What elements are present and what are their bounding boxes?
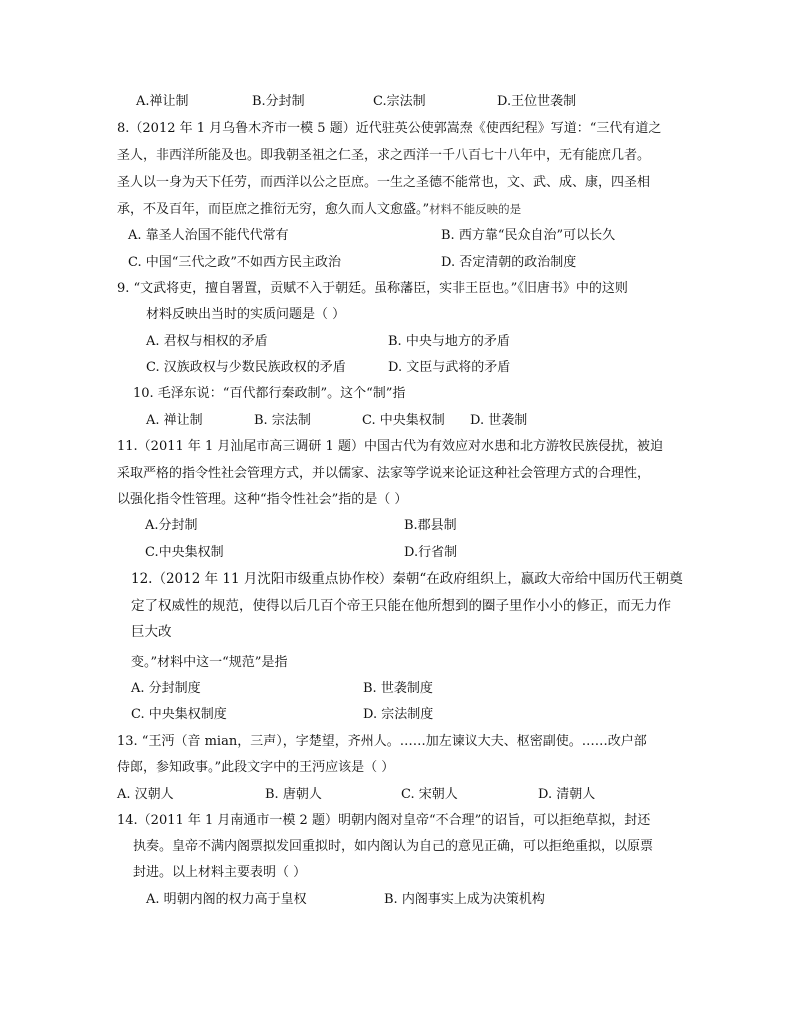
- q11-option-d: D.行省制: [404, 545, 458, 560]
- q7-option-d: D.王位世袭制: [497, 94, 577, 109]
- q12-stem-line2: 定了权威性的规范，使得以后几百个帝王只能在他所想到的圈子里作小小的修正，而无力作: [131, 598, 671, 614]
- q12-stem-line4: 变。”材料中这一“规范”是指: [131, 655, 288, 670]
- q13-option-c: C. 宋朝人: [401, 787, 458, 802]
- q8-option-d: D. 否定清朝的政治制度: [441, 255, 577, 270]
- q13-option-d: D. 清朝人: [538, 787, 596, 802]
- q11-stem-line1: 11.（2011 年 1 月汕尾市高三调研 1 题）中国古代为有效应对水患和北方游牧民族侵扰，被迫: [117, 439, 663, 454]
- q10-stem-line1: 10. 毛泽东说：“百代都行秦政制”。这个“制”指: [133, 386, 406, 401]
- q9-stem-line1: 9. “文武将吏，擅自署置，贡赋不入于朝廷。虽称藩臣，实非王臣也。”《旧唐书》中的这则: [117, 281, 628, 296]
- q12-option-d: D. 宗法制度: [363, 707, 434, 722]
- q12-option-b: B. 世袭制度: [363, 681, 433, 696]
- q13-stem-line1: 13. “王沔（音 mian，三声），字楚望，齐州人。……加左谏议大夫、枢密副使。……改户部: [117, 734, 647, 749]
- q12-stem-line1: 12.（2012 年 11 月沈阳市级重点协作校）秦朝“在政府组织上，嬴政大帝给中国历代王朝奠: [131, 571, 683, 587]
- q14-stem-line1: 14.（2011 年 1 月南通市一模 2 题）明朝内阁对皇帝“不合理”的诏旨，可以拒绝草拟，封还: [117, 813, 651, 828]
- q8-stem-line4: [117, 200, 521, 219]
- q8-stem-line1: 8.（2012 年 1 月乌鲁木齐市一模 5 题）近代驻英公使郭嵩焘《使西纪程》写道：“三代有道之: [117, 121, 662, 136]
- q10-option-d: D. 世袭制: [470, 413, 528, 428]
- q11-option-a: A.分封制: [145, 518, 198, 533]
- q8-stem-line4-quote: 承，不及百年，而臣庶之推衍无穷，愈久而人文愈盛。”: [117, 202, 430, 217]
- q11-option-b: B.郡县制: [404, 518, 457, 533]
- q13-option-a: A. 汉朝人: [117, 787, 174, 802]
- q14-option-b: B. 内阁事实上成为决策机构: [384, 892, 545, 907]
- q9-option-c: C. 汉族政权与少数民族政权的矛盾: [146, 360, 346, 375]
- q8-option-a: A. 靠圣人治国不能代代常有: [128, 228, 289, 243]
- q8-question: 材料不能反映的是: [429, 202, 522, 216]
- q14-option-a: A. 明朝内阁的权力高于皇权: [146, 892, 307, 907]
- q7-option-a: A.禅让制: [136, 94, 189, 109]
- q10-option-c: C. 中央集权制: [362, 413, 445, 428]
- q9-option-b: B. 中央与地方的矛盾: [388, 334, 510, 349]
- q9-stem-line2: 材料反映出当时的实质问题是（ ）: [146, 307, 346, 322]
- q8-option-b: B. 西方靠“民众自治”可以长久: [441, 228, 616, 243]
- q14-stem-line3: 封进。以上材料主要表明（ ）: [133, 865, 307, 880]
- q10-option-b: B. 宗法制: [254, 413, 311, 428]
- q9-option-a: A. 君权与相权的矛盾: [146, 334, 268, 349]
- q7-option-c: C.宗法制: [373, 94, 426, 109]
- q11-option-c: C.中央集权制: [145, 545, 224, 560]
- q12-option-c: C. 中央集权制度: [131, 707, 227, 722]
- q7-option-b: B.分封制: [252, 94, 305, 109]
- q8-option-c: C. 中国“三代之政”不如西方民主政治: [128, 255, 342, 270]
- q12-stem-line3: 巨大改: [131, 624, 172, 640]
- q14-stem-line2: 执奏。皇帝不满内阁票拟发回重拟时，如内阁认为自己的意见正确，可以拒绝重拟，以原票: [133, 839, 654, 854]
- q9-option-d: D. 文臣与武将的矛盾: [388, 360, 511, 375]
- q12-option-a: A. 分封制度: [131, 681, 201, 696]
- q13-stem-line2: 侍郎，参知政事。”此段文字中的王沔应该是（ ）: [117, 760, 395, 775]
- q8-stem-line2: 圣人，非西洋所能及也。即我朝圣祖之仁圣，求之西洋一千八百七十八年中，无有能庶几者。: [117, 148, 651, 163]
- q11-stem-line3: 以强化指令性管理。这种“指令性社会”指的是（ ）: [117, 492, 408, 507]
- q11-stem-line2: 采取严格的指令性社会管理方式，并以儒家、法家等学说来论证这种社会管理方式的合理性，: [117, 466, 651, 481]
- q10-option-a: A. 禅让制: [146, 413, 203, 428]
- q13-option-b: B. 唐朝人: [265, 787, 322, 802]
- q8-stem-line3: 圣人以一身为天下任劳，而西洋以公之臣庶。一生之圣德不能常也，文、武、成、康，四圣相: [117, 175, 651, 190]
